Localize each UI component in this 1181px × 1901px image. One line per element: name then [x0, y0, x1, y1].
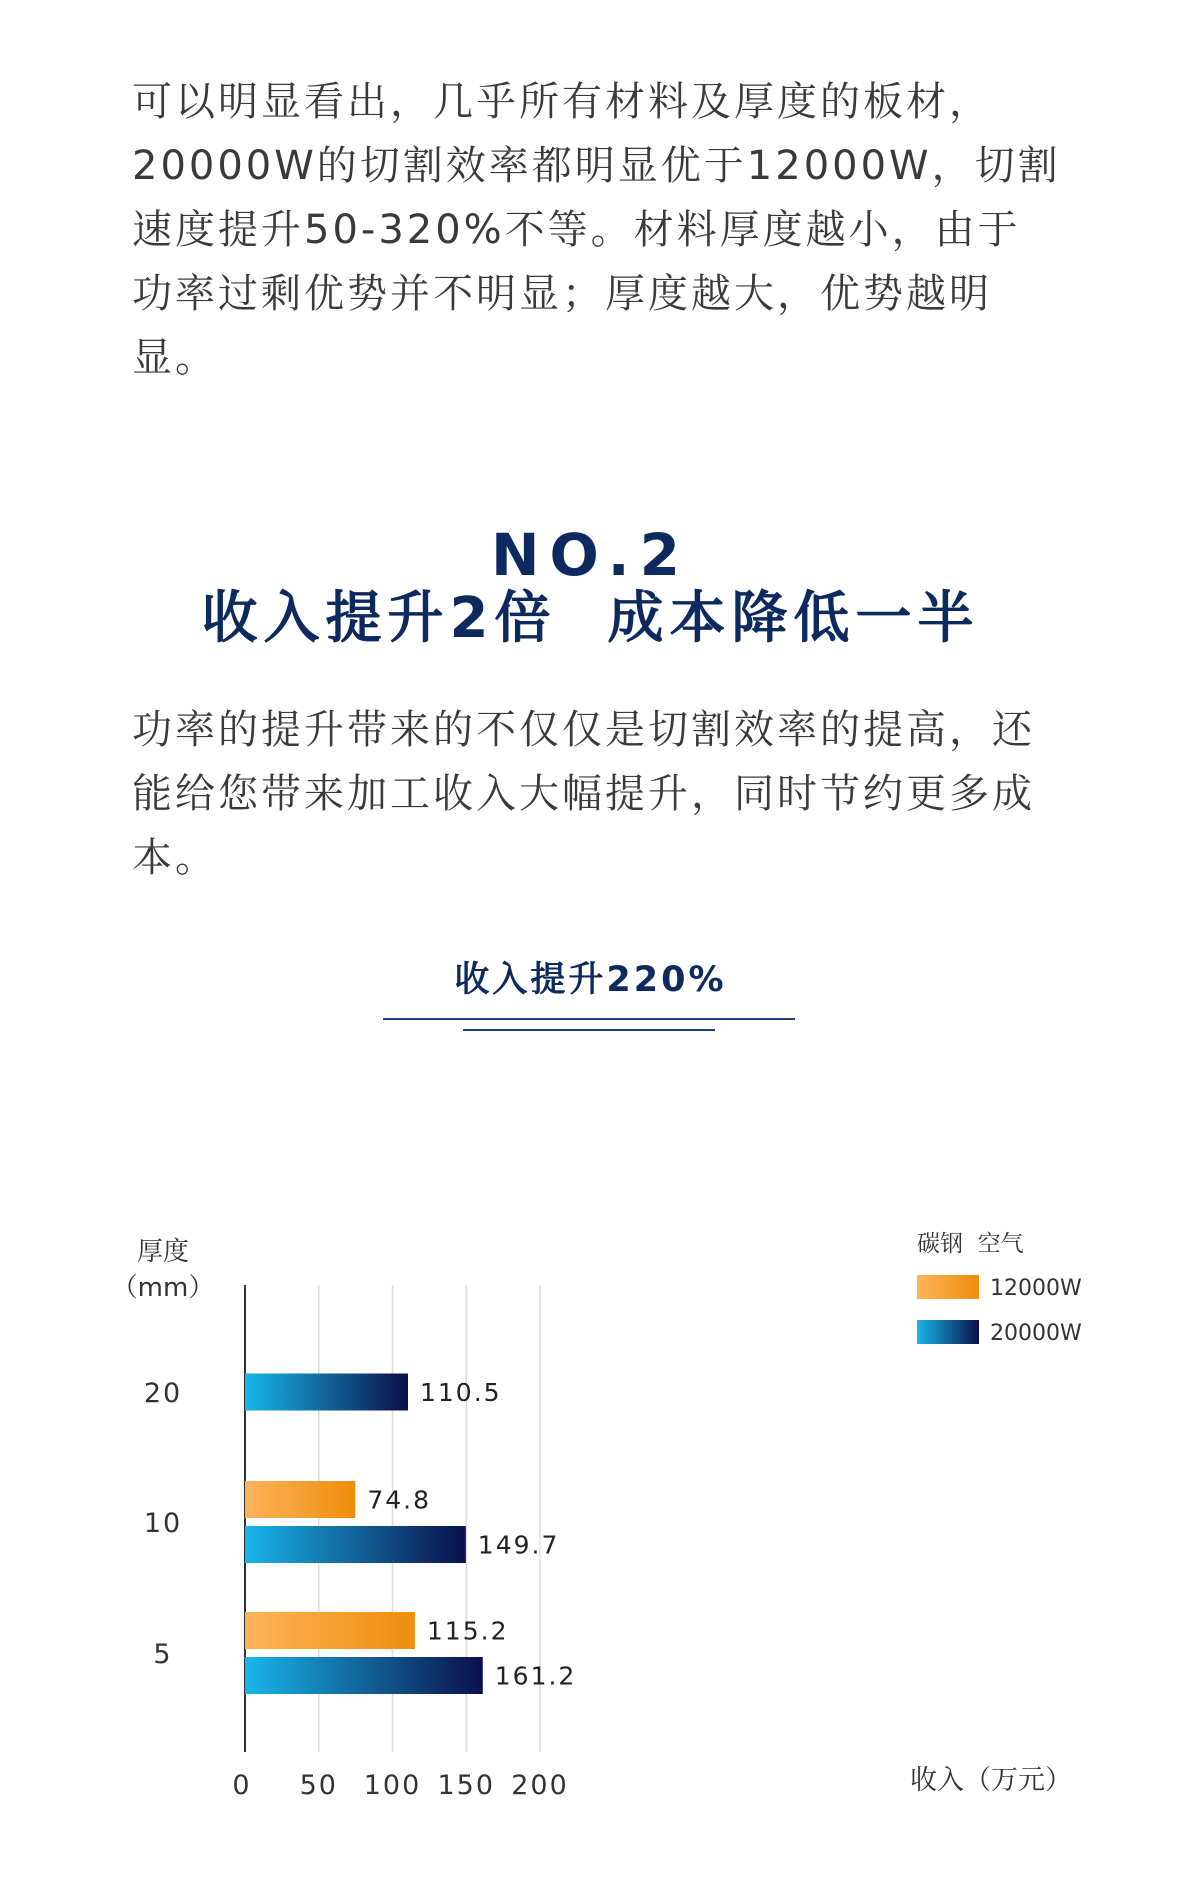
income-bar-chart — [0, 1200, 1181, 1840]
x-tick-label: 0 — [232, 1770, 252, 1801]
x-tick-label: 200 — [511, 1770, 569, 1801]
bar-value-label: 74.8 — [367, 1485, 432, 1515]
section-number: NO.2 — [491, 521, 690, 589]
x-axis-title: 收入（万元） — [910, 1765, 1072, 1796]
x-tick-label: 150 — [437, 1770, 496, 1801]
y-tick-label: 20 — [143, 1378, 183, 1409]
y-tick-label: 10 — [143, 1508, 183, 1539]
legend-label-20000W: 20000W — [990, 1321, 1082, 1346]
bar-value-label: 115.2 — [426, 1616, 509, 1646]
intro-paragraph: 可以明显看出，几乎所有材料及厚度的板材，20000W的切割效率都明显优于12000W，切割速度提升50-320%不等。材料厚度越小，由于功率过剩优势并不明显；厚度越大，优势越明显。 — [132, 79, 1061, 381]
x-tick-label: 50 — [299, 1770, 338, 1801]
bar-value-label: 161.2 — [494, 1661, 577, 1691]
y-tick-label: 5 — [153, 1639, 173, 1670]
title-underline-short — [463, 1029, 715, 1031]
legend-swatch-20000W — [917, 1320, 979, 1344]
legend-swatch-12000W — [917, 1275, 979, 1299]
legend-title: 碳钢 空气 — [917, 1231, 1024, 1257]
section-title: 收入提升2倍 成本降低一半 — [201, 586, 980, 651]
legend-label-12000W: 12000W — [990, 1276, 1082, 1301]
x-tick-label: 100 — [363, 1770, 422, 1801]
bar-12000W-10mm — [245, 1481, 355, 1518]
title-underline-long — [383, 1018, 795, 1020]
y-axis-title: 厚度（mm） — [111, 1237, 215, 1303]
section-paragraph: 功率的提升带来的不仅仅是切割效率的提高，还能给您带来加工收入大幅提升，同时节约更多成本。 — [132, 707, 1035, 881]
bar-value-label: 149.7 — [477, 1530, 560, 1560]
bar-value-label: 110.5 — [419, 1378, 502, 1407]
bar-20000W-20mm — [245, 1374, 408, 1411]
chart-title: 收入提升220% — [454, 960, 727, 1000]
bar-12000W-5mm — [245, 1612, 415, 1649]
bar-20000W-5mm — [245, 1657, 483, 1694]
bar-20000W-10mm — [245, 1526, 466, 1563]
